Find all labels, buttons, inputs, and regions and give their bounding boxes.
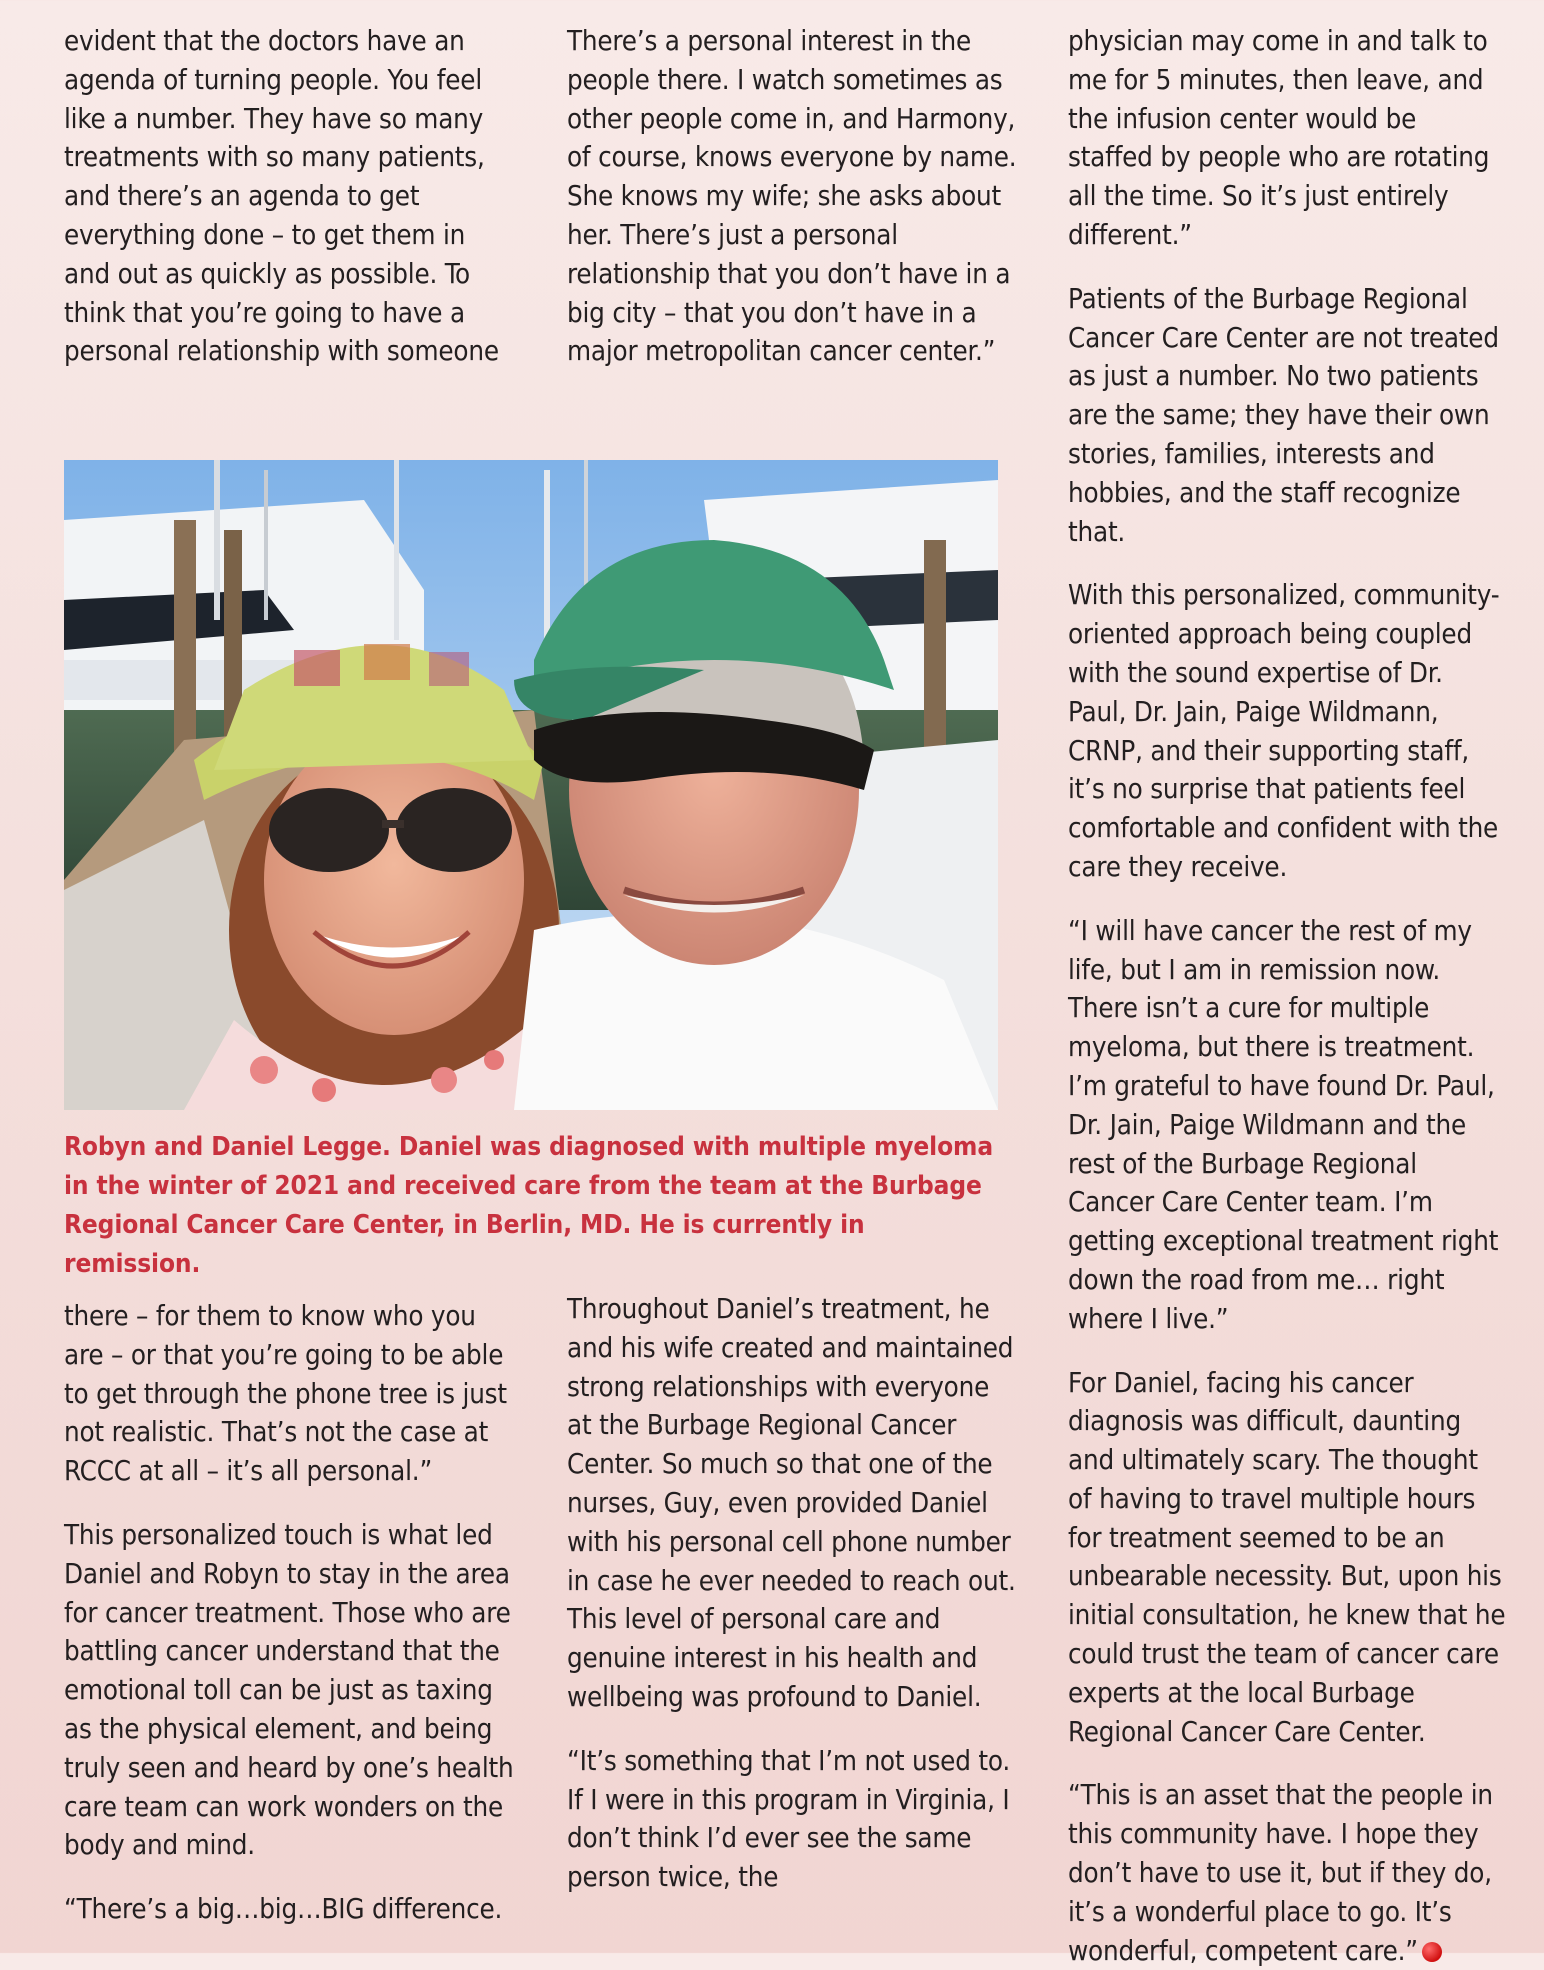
paragraph: Patients of the Burbage Regional Cancer Care Center are not treated as just a number. No two patients are the same; they have their own stories, families, interests and hobbies, and the staff recognize that. [1068,282,1499,548]
paragraph: “It’s something that I’m not used to. If I were in this program in Virginia, I don’t think I’d ever see the same person twice, the [567,1744,1010,1894]
article-column-1-bottom [64,1297,514,1929]
photo-caption: Robyn and Daniel Legge. Daniel was diagnosed with multiple myeloma in the winter of 2021 and received care from the team at the Burbage Regional Cancer Care Center, in Berlin, MD. He is currently in remission. [64,1132,993,1279]
couple-photo [64,460,998,1110]
paragraph: For Daniel, facing his cancer diagnosis was difficult, daunting and ultimately scary. The thought of having to travel multiple hours for treatment seemed to be an unbearable necessity. But, upon his initial consultation, he knew that he could trust the team of cancer care experts at the local Burbage Regional Cancer Care Center. [1068,1366,1506,1748]
closing-paragraph [1068,1776,1508,1970]
paragraph: physician may come in and talk to me for 5 minutes, then leave, and the infusion center would be staffed by people who are rotating all the time. So it’s just entirely different.” [1068,25,1490,251]
paragraph: With this personalized, community-oriented approach being coupled with the sound expertise of Dr. Paul, Dr. Jain, Paige Wildmann, CRNP, and their supporting staff, it’s no surprise that patients feel comfortable and confident with the care they receive. [1068,579,1500,883]
paragraph: Throughout Daniel’s treatment, he and his wife created and maintained strong relationships with everyone at the Burbage Regional Cancer Center. So much so that one of the nurses, Guy, even provided Daniel with his personal cell phone number in case he ever needed to reach out. This level of personal care and genuine interest in his health and wellbeing was profound to Daniel. [567,1293,1016,1713]
paragraph: there – for them to know who you are – or that you’re going to be able to get through the phone tree is just not realistic. That’s not the case at RCCC at all – it’s all personal.” [64,1300,507,1488]
closing-text: “This is an asset that the people in this community have. I hope they don’t have to use it, but if they do, it’s a wonderful place to go. It’s wonderful, competent care.” [1068,1779,1493,1967]
article-column-1-top [64,22,514,371]
paragraph: There’s a personal interest in the people there. I watch sometimes as other people come in, and Harmony, of course, knows everyone by name. She knows my wife; she asks about her. There’s just a personal relationship that you don’t have in a big city – that you don’t have in a major metropolitan cancer center.” [567,25,1017,368]
paragraph: “There’s a big…big…BIG difference. [64,1893,503,1926]
article-column-3 [1068,22,1508,1970]
end-mark-icon [1422,1942,1442,1962]
paragraph: “I will have cancer the rest of my life, but I am in remission now. There isn’t a cure for multiple myeloma, but there is treatment. I’m grateful to have found Dr. Paul, Dr. Jain, Paige Wildmann and the rest of the Burbage Regional Cancer Care Center team. I’m getting exceptional treatment right down the road from me… right where I live.” [1068,914,1499,1335]
paragraph: This personalized touch is what led Daniel and Robyn to stay in the area for cancer treatment. Those who are battling cancer understand that the emotional toll can be just as taxing as the physical element, and being truly seen and heard by one’s health care team can work wonders on the body and mind. [64,1518,514,1862]
paragraph: evident that the doctors have an agenda of turning people. You feel like a number. They have so many treatments with so many patients, and there’s an agenda to get everything done – to get them in and out as quickly as possible. To think that you’re going to have a personal relationship with someone [64,25,499,368]
article-column-2-bottom [567,1290,1017,1897]
article-column-2-top [567,22,1017,371]
